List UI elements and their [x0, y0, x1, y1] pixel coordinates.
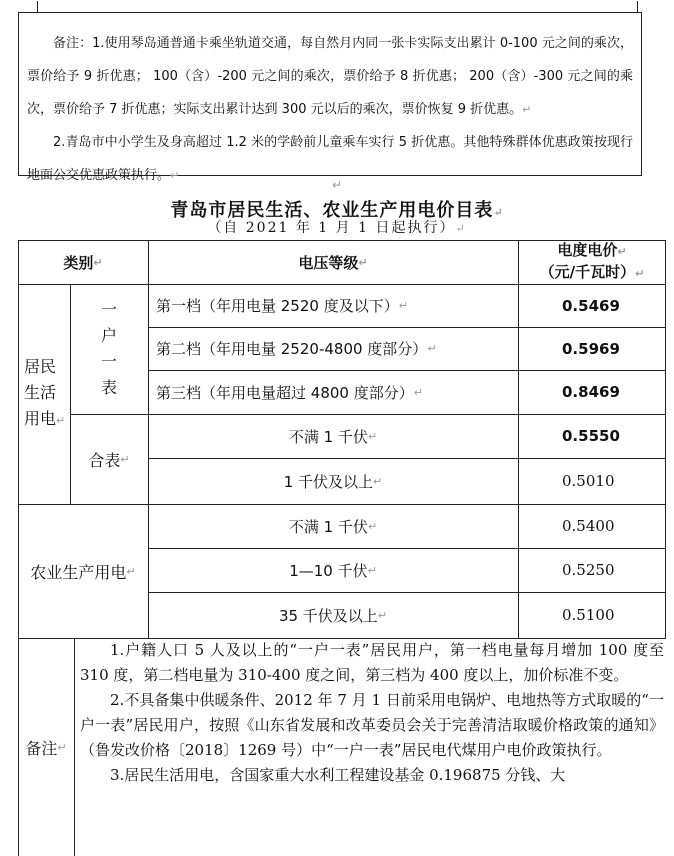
remark-item: 1.户籍人口 5 人及以上的“一户一表”居民用户，第一档电量每月增加 100 度至 310 度，第二档电量为 310-400 度之间，第三档为 400 度以上，加价标准不变。 — [80, 641, 664, 684]
agriculture-label: 农业生产用电 ↵ — [30, 562, 136, 582]
paragraph-mark-icon: ↵ — [332, 178, 343, 192]
header-price: 电度电价↵ （元/千瓦时）↵ — [539, 241, 645, 281]
paragraph-mark-icon: ↵ — [170, 169, 180, 182]
table-row: 不满 1 千伏 ↵ — [288, 427, 378, 446]
table-row: 第一档（年用电量 2520 度及以下） ↵ — [156, 297, 408, 315]
table-row: 1—10 千伏 ↵ — [289, 561, 377, 580]
header-voltage: 电压等级 ↵ — [298, 253, 368, 272]
note-paragraph-1: 备注：1.使用琴岛通普通卡乘坐轨道交通，每自然月内同一张卡实际支出累计 0-100 元之间的乘次，票价给予 9 折优惠； 100（含）-200 元之间的乘次，票价给予 8 折优惠； 200（含）-300 元之间的乘次，票价给予 7 折优惠；实际支出累计达到 300 元以后的乘次，票价恢复 9 折优惠。 — [27, 36, 633, 117]
remark-item: 2.不具备集中供暖条件、2012 年 7 月 1 日前采用电锅炉、电地热等方式取暖的“一户一表”居民用户，按照《山东省发展和改革委员会关于完善清洁取暖价格政策的通知》（鲁发改价格〔2018〕1269 号）中“一户一表”居民电代煤用户电价政策执行。 — [80, 691, 664, 759]
price-value: 0.5010 — [562, 472, 615, 490]
table-row: 第三档（年用电量超过 4800 度部分） ↵ — [156, 383, 423, 402]
top-note-text — [27, 27, 633, 192]
paragraph-mark-icon: ↵ — [522, 103, 532, 116]
table-row: 35 千伏及以上 ↵ — [278, 606, 388, 625]
price-value: 0.5250 — [562, 561, 615, 579]
one-household-label: 一 户 一 表 — [100, 300, 117, 397]
residential-label: 居民 生活 用电↵ — [24, 357, 66, 428]
price-value: 0.5469 — [562, 296, 620, 315]
remarks-text — [80, 638, 664, 788]
remarks-label: 备注 ↵ — [25, 738, 67, 758]
top-note-box — [18, 12, 642, 183]
remark-item: 3.居民生活用电，含国家重大水利工程建设基金 0.196875 分钱、大 — [110, 766, 566, 784]
table-row: 不满 1 千伏 ↵ — [288, 517, 378, 536]
box-edge-tick — [637, 1, 638, 13]
table-row: 第二档（年用电量 2520-4800 度部分） ↵ — [156, 340, 437, 358]
table-subtitle: （自 2021 年 1 月 1 日起执行）↵ — [207, 220, 467, 236]
shared-meter-label: 合表 ↵ — [88, 450, 130, 470]
box-edge-tick — [37, 1, 38, 13]
price-table — [18, 240, 666, 856]
price-value: 0.5550 — [562, 427, 620, 445]
price-value: 0.5969 — [562, 339, 620, 358]
price-value: 0.8469 — [562, 383, 620, 401]
note-paragraph-2: 2.青岛市中小学生及身高超过 1.2 米的学龄前儿童乘车实行 5 折优惠。其他特殊群体优惠政策按现行地面公交优惠政策执行。 — [27, 135, 633, 183]
table-title: 青岛市居民生活、农业生产用电价目表↵ — [170, 200, 504, 221]
price-value: 0.5100 — [562, 606, 615, 624]
table-row: 1 千伏及以上 ↵ — [283, 472, 383, 491]
price-value: 0.5400 — [562, 517, 615, 535]
header-category: 类别 ↵ — [63, 253, 103, 272]
